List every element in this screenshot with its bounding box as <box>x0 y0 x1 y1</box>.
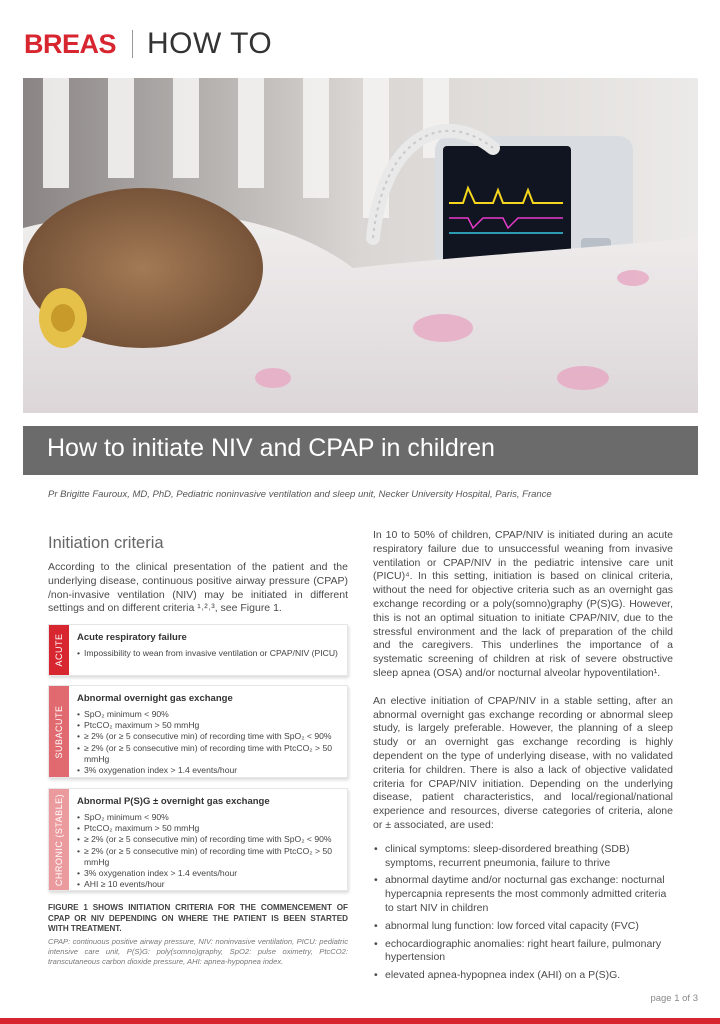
list-item: • elevated apnea-hypopnea index (AHI) on a P(S)G. <box>373 969 673 983</box>
footer-bar <box>0 1018 720 1024</box>
criteria-item: • AHI ≥ 10 events/hour <box>77 879 341 890</box>
criteria-box-chronic <box>48 788 348 891</box>
figure-notes: CPAP: continuous positive airway pressure, NIV: noninvasive ventilation, PICU: pediatric intensive care unit, P(S)G: poly(somno)graphy, SpO2: pulse oximetry, PtcCO2: transcutaneous carbon dioxide pressure, AHI: apnea-hypopnea index. <box>48 937 348 966</box>
criteria-item: • SpO₂ minimum < 90% <box>77 812 341 823</box>
criteria-item: • ≥ 2% (or ≥ 5 consecutive min) of recording time with PtcCO₂ > 50 mmHg <box>77 743 341 765</box>
header-divider <box>132 30 133 58</box>
criteria-item: • PtcCO₂ maximum > 50 mmHg <box>77 720 341 731</box>
intro-paragraph: According to the clinical presentation of the patient and the underlying disease, continuous positive airway pressure (CPAP) /non-invasive ventilation (NIV) may be initiated in different settings and on different criteria ¹˒²˒³, see Figure 1. <box>48 561 348 615</box>
page-number: page 1 of 3 <box>650 993 698 1004</box>
figure-caption: FIGURE 1 SHOWS INITIATION CRITERIA FOR THE COMMENCEMENT OF CPAP OR NIV DEPENDING ON WHERE THE PATIENT IS BEEN STARTED WITH TREATMENT. <box>48 903 348 933</box>
list-item: • clinical symptoms: sleep-disordered breathing (SDB) symptoms, recurrent pneumonia, failure to thrive <box>373 843 673 871</box>
section-heading: Initiation criteria <box>48 534 164 552</box>
criteria-tab-label: ACUTE <box>54 633 64 667</box>
body-paragraph: An elective initiation of CPAP/NIV in a stable setting, after an abnormal overnight gas exchange recording or abnormal sleep study, is largely preferable. However, the planning of a sleep study or an overnight gas exchange recording is highly dependent on the type of underlying disease, with no validated criteria for children. There is also a lack of objective validated criteria for CPAP/NIV initiation. Depending on the underlying disease, patient characteristics, and local/regional/national experience and resources, diverse categories of criteria, alone or ± associated, are used: <box>373 694 673 831</box>
left-column <box>48 534 348 616</box>
right-column <box>373 529 673 987</box>
criteria-title: Abnormal overnight gas exchange <box>77 693 233 704</box>
criteria-tab-label: SUBACUTE <box>54 704 64 759</box>
criteria-item: • Impossibility to wean from invasive ventilation or CPAP/NIV (PICU) <box>77 648 341 659</box>
title-banner <box>23 426 698 475</box>
criteria-item: • 3% oxygenation index > 1.4 events/hour <box>77 765 341 776</box>
page-header <box>24 24 272 64</box>
criteria-tab-label: CHRONIC (STABLE) <box>54 793 64 886</box>
criteria-item: • SpO₂ minimum < 90% <box>77 709 341 720</box>
criteria-item: • ≥ 2% (or ≥ 5 consecutive min) of recording time with SpO₂ < 90% <box>77 834 341 845</box>
author-byline: Pr Brigitte Fauroux, MD, PhD, Pediatric noninvasive ventilation and sleep unit, Necker University Hospital, Paris, France <box>48 489 552 500</box>
criteria-bullet-list <box>373 843 673 983</box>
criteria-box-acute <box>48 624 348 676</box>
criteria-item: • 3% oxygenation index > 1.4 events/hour <box>77 868 341 879</box>
body-paragraph: In 10 to 50% of children, CPAP/NIV is initiated during an acute respiratory failure due to unsuccessful weaning from invasive ventilation or CPAP/NIV in the pediatric intensive care unit (PICU)⁴. In this setting, initiation is based on clinical criteria, without the need for objective criteria such as an overnight gas exchange recording or a poly(somno)graphy (P(S)G). However, this is not an optimal situation to initiate CPAP/NIV, due to the stressful environment and the lack of preparation of the child and the caregivers. This underlines the importance of a systematic screening of children at risk of severe obstructive sleep apnea (OSA) and/or nocturnal alveolar hypoventilation¹. <box>373 529 673 679</box>
child-ventilator-illustration <box>23 78 698 413</box>
breas-logo: BREAS <box>24 28 117 59</box>
hero-photo <box>23 78 698 413</box>
page-title: How to initiate NIV and CPAP in children <box>47 434 495 462</box>
criteria-title: Acute respiratory failure <box>77 632 187 643</box>
criteria-tab <box>49 625 69 675</box>
list-item: • abnormal daytime and/or nocturnal gas exchange: nocturnal hypercapnia represents the most commonly admitted criteria to start NIV in children <box>373 874 673 915</box>
criteria-box-subacute <box>48 685 348 778</box>
list-item: • abnormal lung function: low forced vital capacity (FVC) <box>373 920 673 934</box>
criteria-tab <box>49 789 69 890</box>
list-item: • echocardiographic anomalies: right heart failure, pulmonary hypertension <box>373 938 673 966</box>
criteria-item: • PtcCO₂ maximum > 50 mmHg <box>77 823 341 834</box>
criteria-tab <box>49 686 69 777</box>
criteria-title: Abnormal P(S)G ± overnight gas exchange <box>77 796 270 807</box>
section-label: HOW TO <box>147 27 273 60</box>
criteria-item: • ≥ 2% (or ≥ 5 consecutive min) of recording time with SpO₂ < 90% <box>77 731 341 742</box>
criteria-item: • ≥ 2% (or ≥ 5 consecutive min) of recording time with PtcCO₂ > 50 mmHg <box>77 846 341 868</box>
